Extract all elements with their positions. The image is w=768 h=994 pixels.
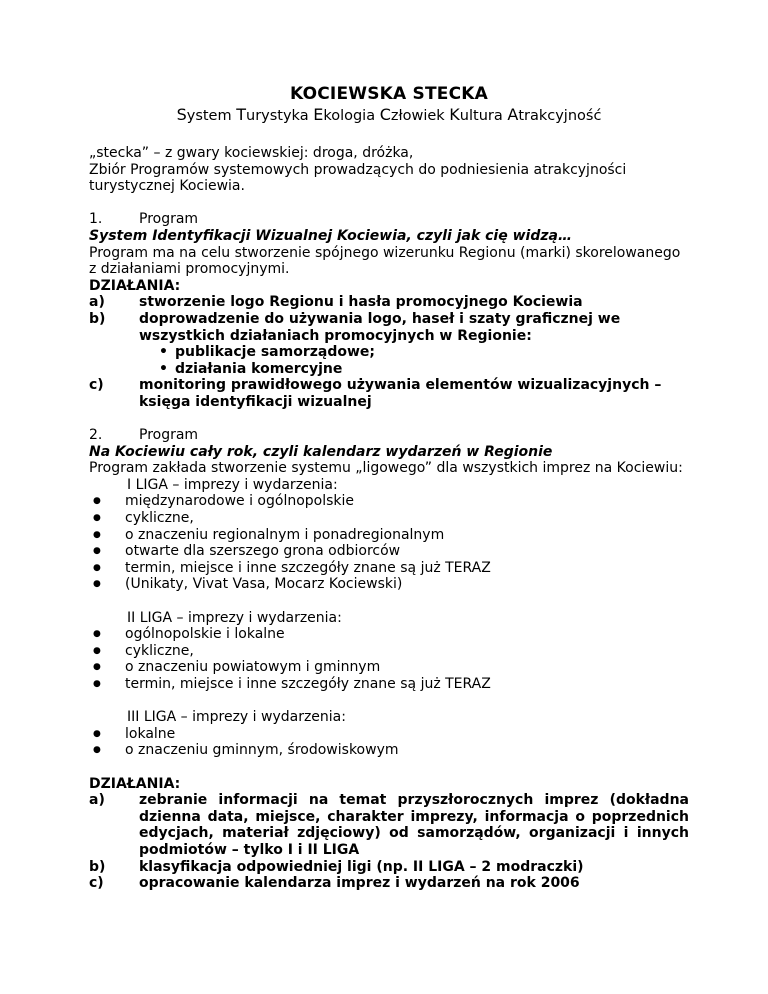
liga-3-list — [89, 726, 689, 759]
list-item: • działania komercyjne — [159, 360, 343, 377]
bullet-icon: ● — [93, 546, 101, 557]
bullet-icon: ● — [93, 679, 101, 689]
document-title: KOCIEWSKA STECKA — [290, 84, 488, 104]
program-1-description: Program ma na celu stworzenie spójnego wizerunku Regionu (marki) skorelowanego z działaniami promocyjnymi. — [89, 244, 681, 278]
bullet-icon: ● — [93, 645, 101, 656]
subtitle-word: Atrakcyjność — [507, 105, 602, 124]
subtitle-word: System — [176, 105, 237, 124]
subtitle-word: Kultura — [449, 105, 508, 124]
list-item: ● termin, miejsce i inne szczegóły znane są już TERAZ — [89, 560, 689, 577]
subtitle-word: Turystyka — [236, 105, 314, 124]
list-item: ● cykliczne, — [89, 643, 689, 660]
list-item: • publikacje samorządowe; — [159, 344, 375, 361]
list-item: ● o znaczeniu powiatowym i gminnym — [89, 659, 689, 676]
program-2-actions-heading: DZIAŁANIA: — [89, 775, 181, 792]
program-1-header — [89, 211, 689, 228]
list-item: ● międzynarodowe i ogólnopolskie — [89, 493, 689, 510]
liga-1-block — [89, 477, 689, 593]
bullet-icon: ● — [93, 728, 101, 739]
liga-2-block — [89, 610, 689, 693]
list-item: ● (Unikaty, Vivat Vasa, Mocarz Kociewski) — [89, 576, 689, 593]
list-item: ● cykliczne, — [89, 510, 689, 527]
list-item: ● ogólnopolskie i lokalne — [89, 626, 689, 643]
program-1-actions-heading: DZIAŁANIA: — [89, 277, 181, 294]
program-1-name: System Identyfikacji Wizualnej Kociewia, czyli jak cię widzą… — [89, 227, 572, 244]
bullet-icon: ● — [93, 745, 101, 756]
program-2-action-a: a) zebranie informacji na temat przyszłorocznych imprez (dokładna dzienna data, miejsce, charakter imprezy, informacja o poprzednich edycjach, materiał zdjęciowy) od samorządów, organizacji i innych podmiotów – tylko I i II LIGA — [89, 792, 689, 858]
list-item: ● termin, miejsce i inne szczegóły znane są już TERAZ — [89, 676, 689, 693]
program-2-action-b: b) klasyfikacja odpowiedniej ligi (np. II LIGA – 2 modraczki) — [89, 858, 584, 875]
intro-definition: „stecka” – z gwary kociewskiej: droga, dróżka, — [89, 145, 414, 161]
list-item: ● otwarte dla szerszego grona odbiorców — [89, 543, 689, 560]
bullet-icon: ● — [93, 496, 101, 507]
program-2-header — [89, 427, 689, 444]
list-item: ● lokalne — [89, 726, 689, 743]
list-item: ● o znaczeniu gminnym, środowiskowym — [89, 742, 689, 759]
liga-2-heading: II LIGA – imprezy i wydarzenia: — [127, 609, 342, 626]
liga-3-heading: III LIGA – imprezy i wydarzenia: — [127, 709, 346, 726]
program-1-action-a: a) stworzenie logo Regionu i hasła promocyjnego Kociewia — [89, 294, 583, 311]
program-2-number: 2. — [89, 427, 103, 444]
bullet-icon: • — [159, 344, 168, 361]
program-1-section — [89, 211, 689, 410]
bullet-icon: ● — [93, 562, 101, 573]
subtitle-word: Ekologia — [313, 105, 380, 124]
liga-1-list — [89, 493, 689, 593]
bullet-icon: ● — [93, 662, 101, 673]
document-content — [89, 84, 689, 892]
liga-1-heading: I LIGA – imprezy i wydarzenia: — [127, 476, 338, 493]
bullet-icon: ● — [93, 579, 101, 590]
liga-2-list — [89, 626, 689, 692]
program-2-label: Program — [139, 427, 199, 444]
intro-description: Zbiór Programów systemowych prowadzących do podniesienia atrakcyjności turystycznej Kociewia. — [89, 161, 627, 195]
program-1-sub-bullets — [139, 344, 689, 377]
document-subtitle — [89, 106, 689, 125]
liga-3-block — [89, 709, 689, 759]
bullet-icon: ● — [93, 513, 101, 524]
bullet-icon: ● — [93, 629, 101, 640]
subtitle-word: Człowiek — [379, 105, 450, 124]
program-1-number: 1. — [89, 211, 103, 228]
list-item: ● o znaczeniu regionalnym i ponadregionalnym — [89, 527, 689, 544]
bullet-icon: ● — [93, 529, 101, 540]
program-2-description: Program zakłada stworzenie systemu „ligowego” dla wszystkich imprez na Kociewiu: — [89, 460, 683, 477]
bullet-icon: • — [159, 360, 168, 377]
program-2-section — [89, 427, 689, 892]
program-1-action-c: c) monitoring prawidłowego używania elementów wizualizacyjnych – księga identyfikacji wizualnej — [89, 377, 662, 410]
program-1-label: Program — [139, 211, 199, 228]
program-1-action-b: b) doprowadzenie do używania logo, haseł i szaty graficznej we wszystkich działaniach promocyjnych w Regionie: • publikacje samorządowe; • działania komercyjne — [89, 311, 689, 377]
program-2-name: Na Kociewiu cały rok, czyli kalendarz wydarzeń w Regionie — [89, 443, 553, 460]
program-2-action-c: c) opracowanie kalendarza imprez i wydarzeń na rok 2006 — [89, 875, 580, 892]
